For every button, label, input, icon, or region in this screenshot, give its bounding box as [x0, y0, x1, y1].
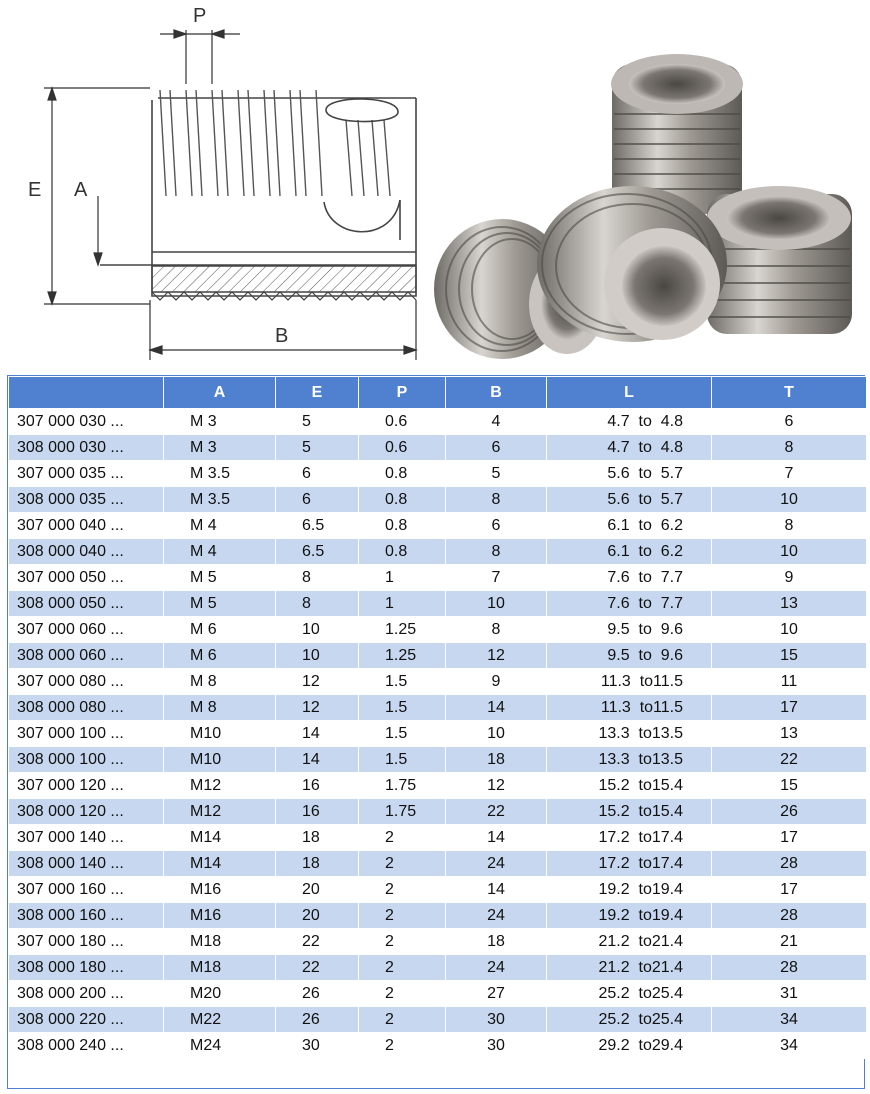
table-row: [9, 461, 867, 487]
cell-part-number: 308 000 180 ...: [9, 955, 164, 981]
table-row: [9, 513, 867, 539]
cell-p: 1.5: [359, 721, 446, 747]
cell-part-number: 307 000 100 ...: [9, 721, 164, 747]
cell-b: 8: [446, 617, 547, 643]
cell-a: M 3.5: [164, 487, 276, 513]
cell-part-number: 307 000 060 ...: [9, 617, 164, 643]
cell-l: 19.2 to19.4: [547, 877, 712, 903]
cell-part-number: 307 000 180 ...: [9, 929, 164, 955]
cell-a: M 3: [164, 435, 276, 461]
cell-a: M10: [164, 747, 276, 773]
cell-l: 21.2 to21.4: [547, 929, 712, 955]
dim-label-p: P: [193, 5, 207, 27]
table-row: [9, 617, 867, 643]
cell-p: 2: [359, 825, 446, 851]
cell-l: 5.6 to 5.7: [547, 487, 712, 513]
cell-t: 10: [712, 617, 867, 643]
col-header-l: L: [547, 377, 712, 409]
cell-e: 30: [276, 1033, 359, 1059]
cell-p: 1.75: [359, 799, 446, 825]
cell-p: 2: [359, 903, 446, 929]
cell-l: 4.7 to 4.8: [547, 435, 712, 461]
cell-e: 8: [276, 565, 359, 591]
cell-e: 6.5: [276, 513, 359, 539]
cell-part-number: 307 000 030 ...: [9, 409, 164, 435]
table-row: [9, 539, 867, 565]
cell-p: 1.5: [359, 747, 446, 773]
cell-part-number: 308 000 040 ...: [9, 539, 164, 565]
cell-a: M14: [164, 825, 276, 851]
col-header-e: E: [276, 377, 359, 409]
cell-l: 15.2 to15.4: [547, 799, 712, 825]
cell-b: 8: [446, 539, 547, 565]
cell-e: 5: [276, 435, 359, 461]
cell-l: 17.2 to17.4: [547, 851, 712, 877]
table-row: [9, 1007, 867, 1033]
cell-e: 18: [276, 825, 359, 851]
cell-a: M18: [164, 955, 276, 981]
cell-t: 28: [712, 903, 867, 929]
table-header-row: [9, 377, 867, 409]
cell-t: 13: [712, 591, 867, 617]
cell-a: M 3: [164, 409, 276, 435]
cell-b: 14: [446, 877, 547, 903]
cell-a: M 6: [164, 643, 276, 669]
cell-l: 25.2 to25.4: [547, 1007, 712, 1033]
cell-part-number: 308 000 100 ...: [9, 747, 164, 773]
table-row: [9, 877, 867, 903]
cell-p: 1: [359, 565, 446, 591]
cell-t: 21: [712, 929, 867, 955]
cell-b: 10: [446, 591, 547, 617]
spec-table: [8, 376, 867, 1059]
cell-b: 18: [446, 747, 547, 773]
cell-b: 4: [446, 409, 547, 435]
cell-b: 18: [446, 929, 547, 955]
cell-part-number: 307 000 160 ...: [9, 877, 164, 903]
cell-b: 5: [446, 461, 547, 487]
cell-t: 28: [712, 851, 867, 877]
product-photo: [432, 34, 862, 364]
cell-part-number: 307 000 035 ...: [9, 461, 164, 487]
cell-p: 0.6: [359, 409, 446, 435]
table-row: [9, 929, 867, 955]
cell-b: 24: [446, 955, 547, 981]
cell-a: M 5: [164, 565, 276, 591]
cell-a: M 8: [164, 669, 276, 695]
table-row: [9, 565, 867, 591]
col-header-code: [9, 377, 164, 409]
dim-label-b: B: [275, 325, 289, 347]
table-row: [9, 409, 867, 435]
cell-p: 1: [359, 591, 446, 617]
table-row: [9, 1033, 867, 1059]
cell-e: 26: [276, 1007, 359, 1033]
cell-e: 14: [276, 721, 359, 747]
col-header-p: P: [359, 377, 446, 409]
table-row: [9, 799, 867, 825]
cell-t: 8: [712, 513, 867, 539]
cell-l: 6.1 to 6.2: [547, 513, 712, 539]
cell-l: 13.3 to13.5: [547, 721, 712, 747]
cell-part-number: 308 000 240 ...: [9, 1033, 164, 1059]
cell-l: 5.6 to 5.7: [547, 461, 712, 487]
table-row: [9, 903, 867, 929]
cell-e: 20: [276, 903, 359, 929]
cell-p: 0.8: [359, 539, 446, 565]
cell-p: 2: [359, 851, 446, 877]
cell-l: 17.2 to17.4: [547, 825, 712, 851]
cell-l: 11.3 to11.5: [547, 669, 712, 695]
insert-front: [537, 186, 727, 342]
cell-l: 6.1 to 6.2: [547, 539, 712, 565]
cell-a: M14: [164, 851, 276, 877]
cell-t: 10: [712, 487, 867, 513]
cell-a: M16: [164, 903, 276, 929]
cell-e: 18: [276, 851, 359, 877]
cell-a: M 4: [164, 513, 276, 539]
cell-p: 2: [359, 877, 446, 903]
cell-b: 24: [446, 903, 547, 929]
cell-e: 20: [276, 877, 359, 903]
cell-p: 2: [359, 1007, 446, 1033]
table-row: [9, 955, 867, 981]
cell-part-number: 308 000 035 ...: [9, 487, 164, 513]
cell-b: 30: [446, 1033, 547, 1059]
cell-e: 22: [276, 955, 359, 981]
cell-e: 26: [276, 981, 359, 1007]
cell-part-number: 308 000 120 ...: [9, 799, 164, 825]
cell-part-number: 307 000 050 ...: [9, 565, 164, 591]
table-row: [9, 487, 867, 513]
cell-b: 14: [446, 825, 547, 851]
table-row: [9, 851, 867, 877]
cell-l: 7.6 to 7.7: [547, 591, 712, 617]
cell-t: 31: [712, 981, 867, 1007]
cell-part-number: 307 000 140 ...: [9, 825, 164, 851]
cell-p: 0.8: [359, 487, 446, 513]
cell-a: M 6: [164, 617, 276, 643]
cell-e: 22: [276, 929, 359, 955]
cell-p: 0.8: [359, 513, 446, 539]
table-row: [9, 825, 867, 851]
cell-t: 13: [712, 721, 867, 747]
cell-b: 12: [446, 643, 547, 669]
cell-p: 0.6: [359, 435, 446, 461]
cell-a: M22: [164, 1007, 276, 1033]
cell-t: 9: [712, 565, 867, 591]
cell-a: M12: [164, 799, 276, 825]
cell-e: 6.5: [276, 539, 359, 565]
cell-a: M16: [164, 877, 276, 903]
cell-a: M12: [164, 773, 276, 799]
cell-a: M 4: [164, 539, 276, 565]
cell-l: 4.7 to 4.8: [547, 409, 712, 435]
cell-t: 17: [712, 877, 867, 903]
cell-b: 27: [446, 981, 547, 1007]
cell-t: 26: [712, 799, 867, 825]
cell-e: 5: [276, 409, 359, 435]
cell-e: 12: [276, 695, 359, 721]
cell-b: 10: [446, 721, 547, 747]
cell-l: 21.2 to21.4: [547, 955, 712, 981]
cell-t: 17: [712, 825, 867, 851]
cell-b: 12: [446, 773, 547, 799]
cell-e: 10: [276, 617, 359, 643]
cell-l: 9.5 to 9.6: [547, 617, 712, 643]
col-header-a: A: [164, 377, 276, 409]
cell-b: 24: [446, 851, 547, 877]
cell-a: M 5: [164, 591, 276, 617]
cell-p: 2: [359, 929, 446, 955]
cell-part-number: 308 000 160 ...: [9, 903, 164, 929]
col-header-b: B: [446, 377, 547, 409]
cell-t: 22: [712, 747, 867, 773]
cell-e: 14: [276, 747, 359, 773]
cell-a: M 8: [164, 695, 276, 721]
cell-l: 19.2 to19.4: [547, 903, 712, 929]
cell-e: 6: [276, 461, 359, 487]
cell-a: M 3.5: [164, 461, 276, 487]
cell-a: M24: [164, 1033, 276, 1059]
cell-p: 2: [359, 955, 446, 981]
cell-p: 1.75: [359, 773, 446, 799]
cell-part-number: 307 000 120 ...: [9, 773, 164, 799]
cell-p: 1.25: [359, 617, 446, 643]
table-row: [9, 435, 867, 461]
cell-part-number: 308 000 030 ...: [9, 435, 164, 461]
cell-l: 13.3 to13.5: [547, 747, 712, 773]
table-row: [9, 747, 867, 773]
cell-part-number: 307 000 040 ...: [9, 513, 164, 539]
cell-a: M10: [164, 721, 276, 747]
cell-part-number: 308 000 140 ...: [9, 851, 164, 877]
cell-t: 15: [712, 643, 867, 669]
table-row: [9, 721, 867, 747]
cell-l: 15.2 to15.4: [547, 773, 712, 799]
cell-t: 6: [712, 409, 867, 435]
cell-t: 10: [712, 539, 867, 565]
cell-l: 29.2 to29.4: [547, 1033, 712, 1059]
cell-part-number: 308 000 060 ...: [9, 643, 164, 669]
cell-e: 16: [276, 773, 359, 799]
col-header-t: T: [712, 377, 867, 409]
cell-e: 6: [276, 487, 359, 513]
cell-b: 14: [446, 695, 547, 721]
cell-l: 7.6 to 7.7: [547, 565, 712, 591]
cell-b: 7: [446, 565, 547, 591]
cell-part-number: 307 000 080 ...: [9, 669, 164, 695]
table-row: [9, 695, 867, 721]
dim-label-e: E: [28, 179, 42, 201]
cell-e: 16: [276, 799, 359, 825]
cell-t: 34: [712, 1033, 867, 1059]
cell-part-number: 308 000 220 ...: [9, 1007, 164, 1033]
cell-p: 1.5: [359, 669, 446, 695]
cell-p: 1.25: [359, 643, 446, 669]
cell-t: 28: [712, 955, 867, 981]
table-row: [9, 643, 867, 669]
cell-a: M20: [164, 981, 276, 1007]
cell-p: 2: [359, 981, 446, 1007]
cell-b: 30: [446, 1007, 547, 1033]
insert-technical-drawing: [0, 0, 430, 372]
cell-t: 8: [712, 435, 867, 461]
cell-l: 11.3 to11.5: [547, 695, 712, 721]
cell-a: M18: [164, 929, 276, 955]
cell-t: 7: [712, 461, 867, 487]
cell-e: 10: [276, 643, 359, 669]
cell-p: 0.8: [359, 461, 446, 487]
cell-t: 11: [712, 669, 867, 695]
table-row: [9, 591, 867, 617]
table-row: [9, 773, 867, 799]
cell-l: 9.5 to 9.6: [547, 643, 712, 669]
cell-p: 1.5: [359, 695, 446, 721]
cell-e: 12: [276, 669, 359, 695]
dim-label-a: A: [74, 179, 88, 201]
cell-e: 8: [276, 591, 359, 617]
cell-t: 34: [712, 1007, 867, 1033]
cell-b: 6: [446, 435, 547, 461]
cell-l: 25.2 to25.4: [547, 981, 712, 1007]
cell-t: 17: [712, 695, 867, 721]
table-row: [9, 981, 867, 1007]
cell-part-number: 308 000 050 ...: [9, 591, 164, 617]
cell-p: 2: [359, 1033, 446, 1059]
cell-b: 8: [446, 487, 547, 513]
insert-right: [707, 186, 852, 334]
cell-t: 15: [712, 773, 867, 799]
cell-b: 6: [446, 513, 547, 539]
table-row: [9, 669, 867, 695]
cell-b: 22: [446, 799, 547, 825]
cell-part-number: 308 000 200 ...: [9, 981, 164, 1007]
cell-b: 9: [446, 669, 547, 695]
cell-part-number: 308 000 080 ...: [9, 695, 164, 721]
